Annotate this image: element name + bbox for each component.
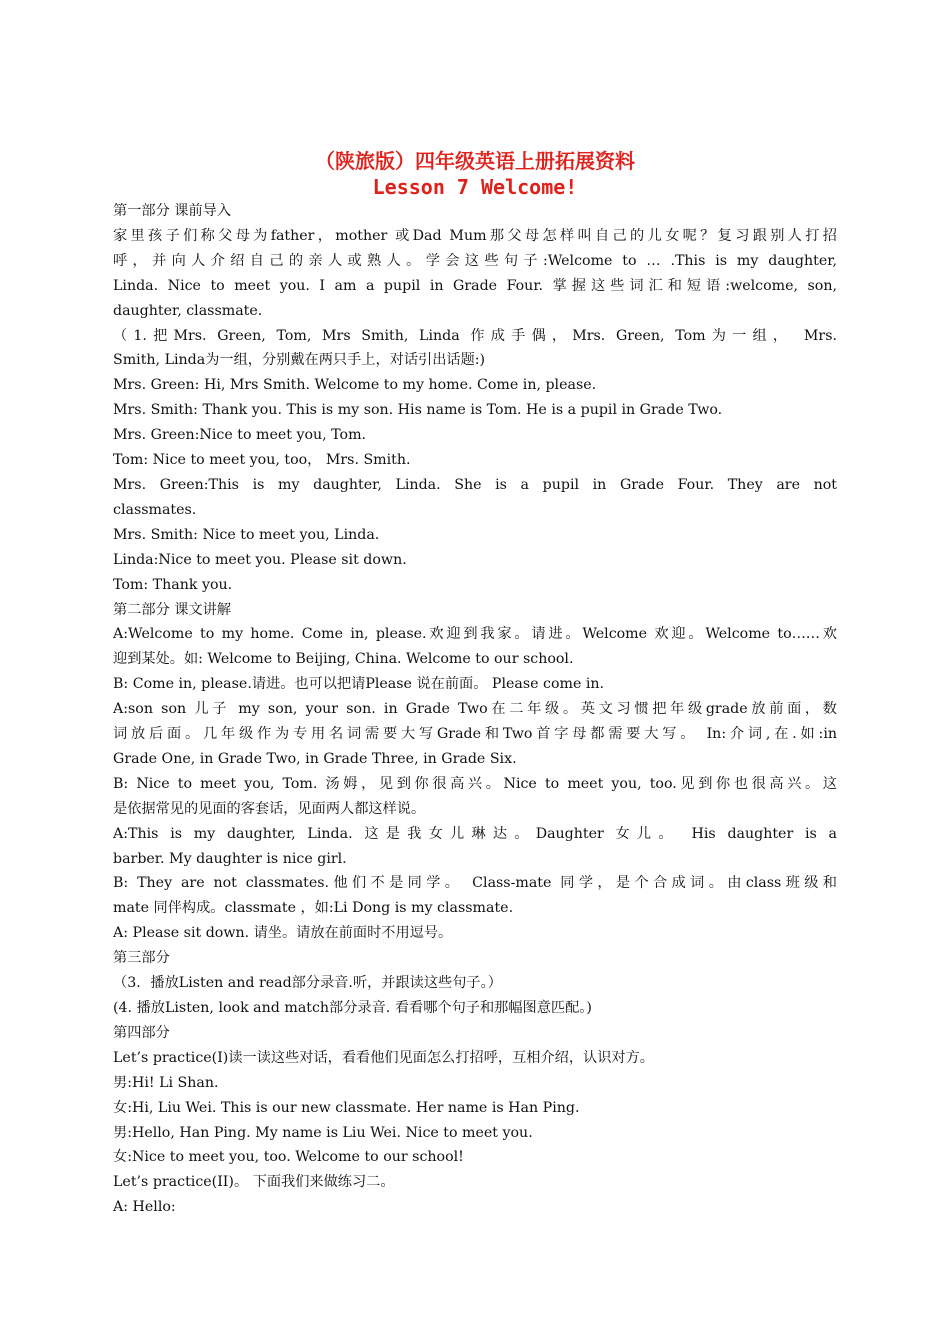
text-line: daughter, classmate.	[113, 302, 263, 319]
text-line: Tom: Thank you.	[113, 576, 233, 593]
document-body	[113, 199, 837, 1220]
text-line: 男:Hello, Han Ping. My name is Liu Wei. Nice to meet you.	[113, 1124, 533, 1141]
text-line: 女:Nice to meet you, too. Welcome to our school!	[113, 1149, 464, 1166]
text-line: 词放后面。几年级作为专用名词需要大写Grade和Two首字母都需要大写。 In:介词,在.如:in	[113, 726, 837, 743]
text-line: 第一部分 课前导入	[113, 203, 232, 219]
text-line: Mrs. Smith: Nice to meet you, Linda.	[113, 526, 380, 543]
text-line: （1.把Mrs. Green, Tom, Mrs Smith, Linda 作成手偶，Mrs. Green, Tom为一组， Mrs.	[113, 327, 837, 344]
text-line: 女:Hi, Liu Wei. This is our new classmate. Her name is Han Ping.	[113, 1099, 580, 1116]
lesson-subtitle: Lesson 7 Welcome!	[372, 175, 578, 199]
text-line: Let’s practice(II)。 下面我们来做练习二。	[113, 1174, 395, 1191]
text-line: B: They are not classmates.他们不是同学。 Class-mate 同学，是个合成词。由class班级和	[113, 875, 837, 892]
text-line: Smith, Linda为一组，分别戴在两只手上，对话引出话题:)	[113, 352, 486, 369]
text-line: classmates.	[113, 501, 197, 518]
text-line: A:This is my daughter, Linda. 这是我女儿琳达。Daughter 女儿。 His daughter is a	[113, 825, 837, 842]
text-line: B: Come in, please.请进。也可以把请Please 说在前面。 Please come in.	[113, 676, 605, 693]
text-line: Mrs. Green: Hi, Mrs Smith. Welcome to my home. Come in, please.	[113, 377, 597, 394]
text-line: 第二部分 课文讲解	[113, 601, 232, 618]
text-line: Linda. Nice to meet you. I am a pupil in Grade Four. 掌握这些词汇和短语:welcome, son,	[113, 277, 837, 294]
document-title: （陕旅版）四年级英语上册拓展资料	[315, 149, 635, 173]
text-line: 迎到某处。如: Welcome to Beijing, China. Welcome to our school.	[113, 651, 574, 668]
text-line: B: Nice to meet you, Tom. 汤姆，见到你很高兴。Nice to meet you, too.见到你也很高兴。这	[113, 775, 837, 792]
text-line: (4. 播放Listen, look and match部分录音. 看看哪个句子和那幅图意匹配。)	[113, 1000, 592, 1016]
text-line: Tom: Nice to meet you, too， Mrs. Smith.	[113, 452, 411, 469]
text-line: 家里孩子们称父母为father，mother 或Dad Mum那父母怎样叫自己的儿女呢？复习跟别人打招	[113, 227, 837, 244]
text-line: 第三部分	[113, 950, 170, 967]
text-line: A:Welcome to my home. Come in, please.欢迎到我家。请进。Welcome 欢迎。Welcome to……欢	[113, 626, 837, 643]
text-line: 呼，并向人介绍自己的亲人或熟人。学会这些句子:Welcome to … .This is my daughter,	[113, 252, 837, 269]
text-line: barber. My daughter is nice girl.	[113, 850, 347, 867]
text-line: Mrs. Smith: Thank you. This is my son. His name is Tom. He is a pupil in Grade Two.	[113, 402, 723, 419]
text-line: A:son son 儿子 my son, your son. in Grade Two在二年级。英文习惯把年级grade放前面，数	[113, 701, 837, 718]
text-line: 第四部分	[113, 1024, 170, 1041]
text-line: 男:Hi! Li Shan.	[113, 1074, 219, 1091]
text-line: A: Please sit down. 请坐。请放在前面时不用逗号。	[113, 925, 453, 942]
text-line: （3．播放Listen and read部分录音.听，并跟读这些句子。）	[113, 975, 502, 992]
text-line: Grade One, in Grade Two, in Grade Three, in Grade Six.	[113, 750, 517, 767]
text-line: mate 同伴构成。classmate ，如:Li Dong is my classmate.	[113, 900, 514, 917]
text-line: 是依据常见的见面的客套话，见面两人都这样说。	[113, 800, 426, 817]
text-line: Mrs. Green:Nice to meet you, Tom.	[113, 427, 367, 444]
text-line: A: Hello:	[113, 1199, 176, 1216]
text-line: Mrs. Green:This is my daughter, Linda. She is a pupil in Grade Four. They are not	[113, 476, 837, 493]
text-line: Linda:Nice to meet you. Please sit down.	[113, 551, 407, 568]
text-line: Let’s practice(I)读一读这些对话，看看他们见面怎么打招呼，互相介绍，认识对方。	[113, 1049, 654, 1066]
